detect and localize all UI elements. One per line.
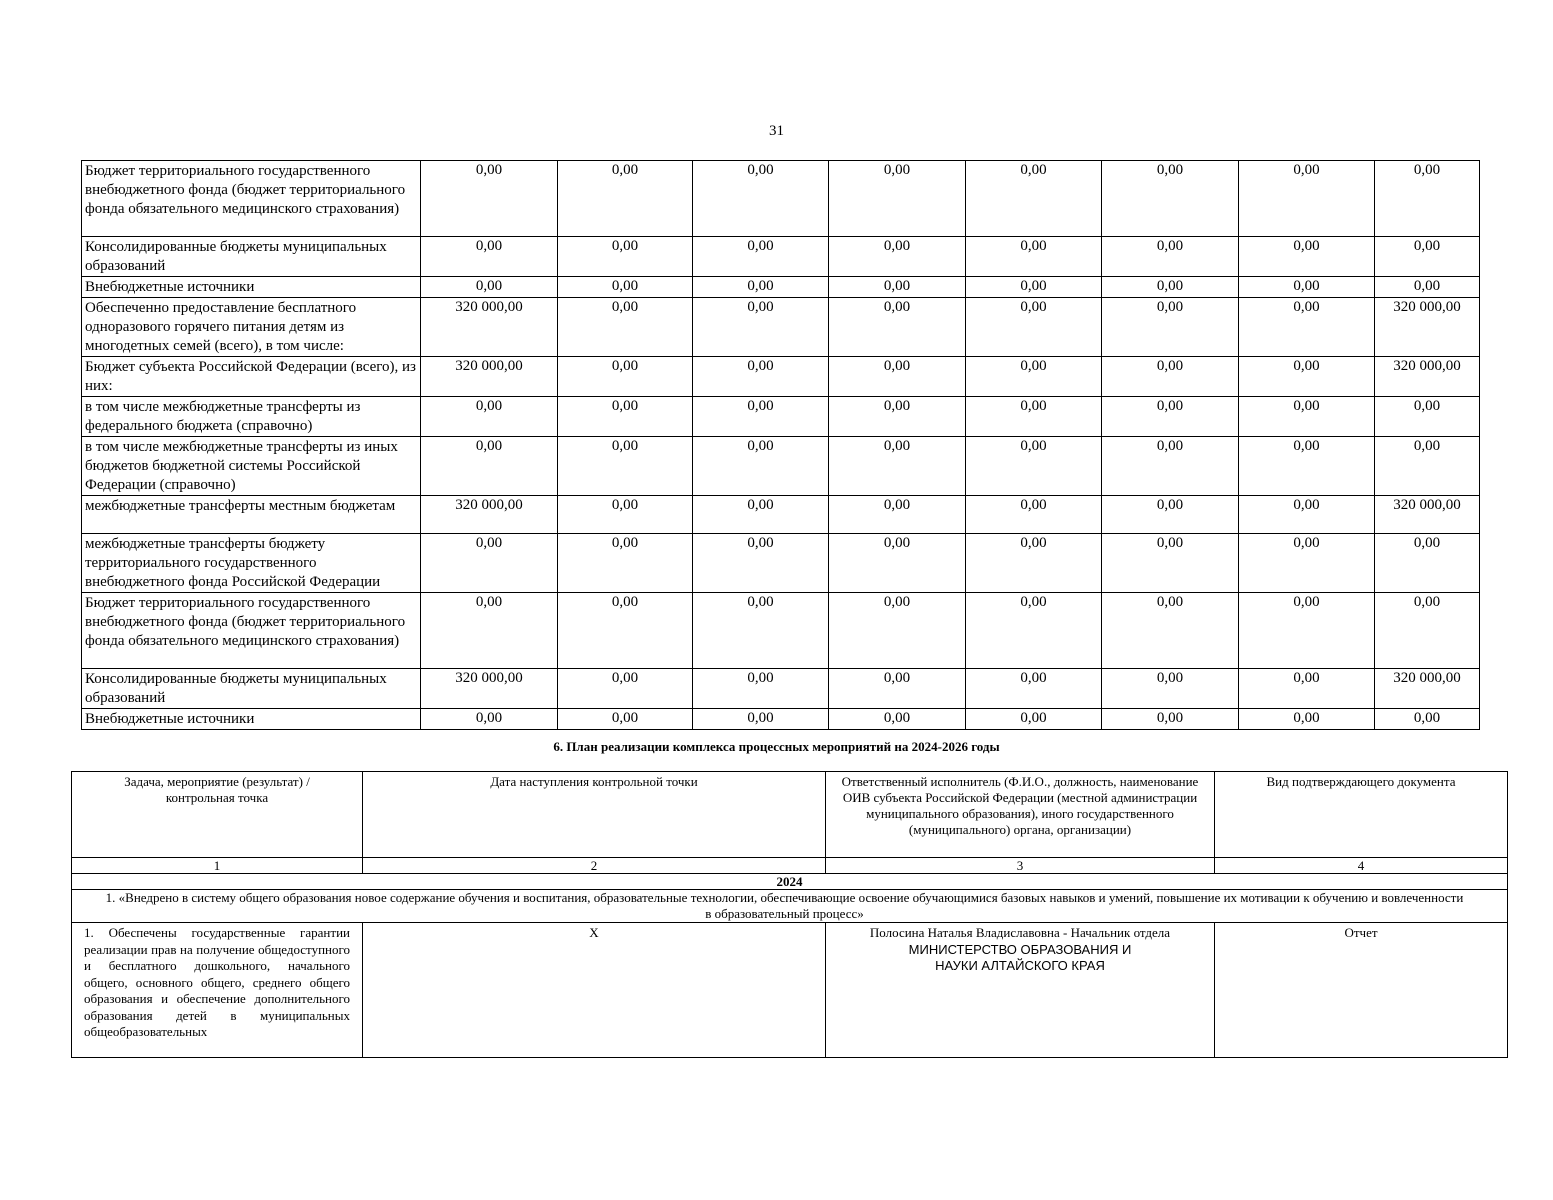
budget-cell-value: 0,00: [421, 277, 558, 298]
budget-row: [82, 593, 1480, 669]
budget-cell-value: 0,00: [558, 669, 693, 709]
budget-cell-value: 0,00: [829, 298, 966, 357]
task-label: 1. «Внедрено в систему общего образования новое содержание обучения и воспитания, образовательные технологии, обеспечивающие освоение обучающимися базовых навыков и умений, повышение их мотивации к обучению и вовлеченности в образовательный процесс»: [72, 890, 1508, 923]
budget-row: [82, 298, 1480, 357]
budget-cell-value: 0,00: [966, 709, 1102, 730]
budget-row-label: Консолидированные бюджеты муниципальных образований: [82, 669, 421, 709]
budget-cell-value: 0,00: [1239, 277, 1375, 298]
budget-row: [82, 397, 1480, 437]
budget-cell-value: 0,00: [1375, 237, 1480, 277]
budget-cell-value: 0,00: [966, 237, 1102, 277]
budget-cell-value: 0,00: [1102, 237, 1239, 277]
budget-cell-value: 0,00: [829, 397, 966, 437]
header-date: Дата наступления контрольной точки: [363, 772, 826, 858]
budget-cell-value: 0,00: [693, 496, 829, 534]
budget-cell-value: 320 000,00: [1375, 298, 1480, 357]
budget-cell-value: 0,00: [966, 534, 1102, 593]
budget-cell-value: 0,00: [421, 709, 558, 730]
budget-cell-value: 0,00: [1239, 496, 1375, 534]
budget-cell-value: 320 000,00: [421, 496, 558, 534]
budget-cell-value: 0,00: [558, 593, 693, 669]
plan-task-row: [72, 890, 1508, 923]
budget-cell-value: 0,00: [966, 298, 1102, 357]
budget-cell-value: 0,00: [1375, 161, 1480, 237]
budget-cell-value: 0,00: [1239, 709, 1375, 730]
budget-cell-value: 0,00: [693, 298, 829, 357]
budget-cell-value: 0,00: [1102, 161, 1239, 237]
budget-cell-value: 0,00: [1239, 593, 1375, 669]
budget-cell-value: 320 000,00: [421, 357, 558, 397]
budget-cell-value: 0,00: [829, 437, 966, 496]
budget-cell-value: 0,00: [693, 534, 829, 593]
colnum-2: 2: [363, 858, 826, 874]
year-label: 2024: [72, 874, 1508, 890]
budget-cell-value: 320 000,00: [421, 298, 558, 357]
plan-colnum-row: [72, 858, 1508, 874]
header-task: Задача, мероприятие (результат) / контрольная точка: [72, 772, 363, 858]
colnum-4: 4: [1215, 858, 1508, 874]
budget-row-label: Бюджет территориального государственного внебюджетного фонда (бюджет территориального фонда обязательного медицинского страхования): [82, 161, 421, 237]
activity-responsible: [826, 923, 1215, 1058]
budget-cell-value: 320 000,00: [1375, 357, 1480, 397]
section-title: 6. План реализации комплекса процессных мероприятий на 2024-2026 годы: [553, 739, 1000, 754]
budget-cell-value: 0,00: [1102, 397, 1239, 437]
budget-cell-value: 0,00: [693, 709, 829, 730]
budget-cell-value: 0,00: [1239, 161, 1375, 237]
budget-cell-value: 0,00: [829, 357, 966, 397]
responsible-person: Полосина Наталья Владиславовна - Начальник отдела: [869, 925, 1171, 940]
budget-row: [82, 709, 1480, 730]
budget-cell-value: 0,00: [693, 437, 829, 496]
budget-cell-value: 0,00: [1239, 437, 1375, 496]
budget-row-label: Обеспеченно предоставление бесплатного одноразового горячего питания детям из многодетных семей (всего), в том числе:: [82, 298, 421, 357]
budget-cell-value: 0,00: [829, 669, 966, 709]
budget-cell-value: 0,00: [829, 237, 966, 277]
budget-row: [82, 534, 1480, 593]
budget-cell-value: 0,00: [558, 357, 693, 397]
budget-cell-value: 0,00: [558, 534, 693, 593]
budget-row-label: Бюджет субъекта Российской Федерации (всего), из них:: [82, 357, 421, 397]
budget-cell-value: 0,00: [966, 593, 1102, 669]
budget-cell-value: 0,00: [1102, 669, 1239, 709]
budget-cell-value: 320 000,00: [421, 669, 558, 709]
budget-cell-value: 320 000,00: [1375, 496, 1480, 534]
activity-text: 1. Обеспечены государственные гарантии реализации прав на получение общедоступного и бесплатного дошкольного, начального общего, основного общего, среднего общего образования и обеспечение дополнительного образования детей в муниципальных общеобразовательных: [72, 923, 363, 1058]
budget-cell-value: 0,00: [558, 709, 693, 730]
budget-cell-value: 0,00: [829, 277, 966, 298]
budget-row: [82, 437, 1480, 496]
budget-row-label: в том числе межбюджетные трансферты из федерального бюджета (справочно): [82, 397, 421, 437]
budget-row: [82, 669, 1480, 709]
budget-cell-value: 0,00: [558, 437, 693, 496]
budget-cell-value: 0,00: [1239, 534, 1375, 593]
budget-cell-value: 0,00: [693, 161, 829, 237]
budget-cell-value: 0,00: [829, 534, 966, 593]
budget-cell-value: 0,00: [1375, 593, 1480, 669]
budget-cell-value: 0,00: [829, 593, 966, 669]
budget-cell-value: 0,00: [693, 357, 829, 397]
budget-cell-value: 0,00: [1239, 298, 1375, 357]
header-responsible: Ответственный исполнитель (Ф.И.О., должность, наименование ОИВ субъекта Российской Федерации (местной администрации муниципального образования), иного государственного (муниципального) органа, организации): [826, 772, 1215, 858]
budget-cell-value: 0,00: [558, 397, 693, 437]
budget-row-label: Бюджет территориального государственного внебюджетного фонда (бюджет территориального фонда обязательного медицинского страхования): [82, 593, 421, 669]
budget-row-label: Внебюджетные источники: [82, 709, 421, 730]
colnum-1: 1: [72, 858, 363, 874]
budget-row: [82, 237, 1480, 277]
plan-activity-row: [72, 923, 1508, 1058]
budget-cell-value: 0,00: [558, 161, 693, 237]
budget-cell-value: 0,00: [966, 397, 1102, 437]
budget-cell-value: 0,00: [1102, 298, 1239, 357]
activity-document: Отчет: [1215, 923, 1508, 1058]
budget-cell-value: 0,00: [1102, 534, 1239, 593]
budget-cell-value: 0,00: [693, 397, 829, 437]
budget-cell-value: 0,00: [693, 277, 829, 298]
budget-cell-value: 0,00: [1102, 593, 1239, 669]
budget-cell-value: 0,00: [1102, 496, 1239, 534]
budget-cell-value: 320 000,00: [1375, 669, 1480, 709]
budget-cell-value: 0,00: [1239, 397, 1375, 437]
plan-table: [71, 771, 1508, 1058]
budget-cell-value: 0,00: [421, 237, 558, 277]
budget-row-label: межбюджетные трансферты бюджету территориального государственного внебюджетного фонда Российской Федерации: [82, 534, 421, 593]
budget-cell-value: 0,00: [421, 161, 558, 237]
budget-cell-value: 0,00: [966, 669, 1102, 709]
colnum-3: 3: [826, 858, 1215, 874]
budget-cell-value: 0,00: [1375, 437, 1480, 496]
page-number: 31: [769, 123, 784, 139]
budget-cell-value: 0,00: [558, 496, 693, 534]
budget-cell-value: 0,00: [1102, 277, 1239, 298]
budget-cell-value: 0,00: [693, 593, 829, 669]
budget-cell-value: 0,00: [1239, 237, 1375, 277]
budget-cell-value: 0,00: [1239, 357, 1375, 397]
budget-cell-value: 0,00: [693, 237, 829, 277]
budget-row-label: в том числе межбюджетные трансферты из иных бюджетов бюджетной системы Российской Федерации (справочно): [82, 437, 421, 496]
budget-cell-value: 0,00: [1102, 437, 1239, 496]
activity-date: X: [363, 923, 826, 1058]
budget-cell-value: 0,00: [966, 277, 1102, 298]
budget-cell-value: 0,00: [966, 496, 1102, 534]
budget-cell-value: 0,00: [1375, 709, 1480, 730]
budget-cell-value: 0,00: [421, 593, 558, 669]
budget-row: [82, 496, 1480, 534]
budget-cell-value: 0,00: [966, 357, 1102, 397]
responsible-org: МИНИСТЕРСТВО ОБРАЗОВАНИЯ И НАУКИ АЛТАЙСКОГО КРАЯ: [908, 941, 1132, 973]
budget-cell-value: 0,00: [421, 397, 558, 437]
budget-cell-value: 0,00: [558, 298, 693, 357]
budget-row: [82, 357, 1480, 397]
budget-row-label: Консолидированные бюджеты муниципальных образований: [82, 237, 421, 277]
plan-header-row: [72, 772, 1508, 858]
budget-cell-value: 0,00: [966, 437, 1102, 496]
budget-cell-value: 0,00: [1102, 709, 1239, 730]
budget-cell-value: 0,00: [1375, 534, 1480, 593]
budget-row: [82, 277, 1480, 298]
budget-cell-value: 0,00: [829, 161, 966, 237]
budget-cell-value: 0,00: [558, 237, 693, 277]
budget-cell-value: 0,00: [1102, 357, 1239, 397]
budget-cell-value: 0,00: [1375, 397, 1480, 437]
budget-cell-value: 0,00: [829, 709, 966, 730]
budget-cell-value: 0,00: [558, 277, 693, 298]
budget-cell-value: 0,00: [1239, 669, 1375, 709]
budget-cell-value: 0,00: [421, 534, 558, 593]
plan-year-row: [72, 874, 1508, 890]
header-document: Вид подтверждающего документа: [1215, 772, 1508, 858]
budget-table: [81, 160, 1480, 730]
budget-cell-value: 0,00: [693, 669, 829, 709]
budget-row-label: межбюджетные трансферты местным бюджетам: [82, 496, 421, 534]
budget-row: [82, 161, 1480, 237]
budget-cell-value: 0,00: [1375, 277, 1480, 298]
budget-cell-value: 0,00: [421, 437, 558, 496]
budget-cell-value: 0,00: [966, 161, 1102, 237]
budget-row-label: Внебюджетные источники: [82, 277, 421, 298]
budget-cell-value: 0,00: [829, 496, 966, 534]
